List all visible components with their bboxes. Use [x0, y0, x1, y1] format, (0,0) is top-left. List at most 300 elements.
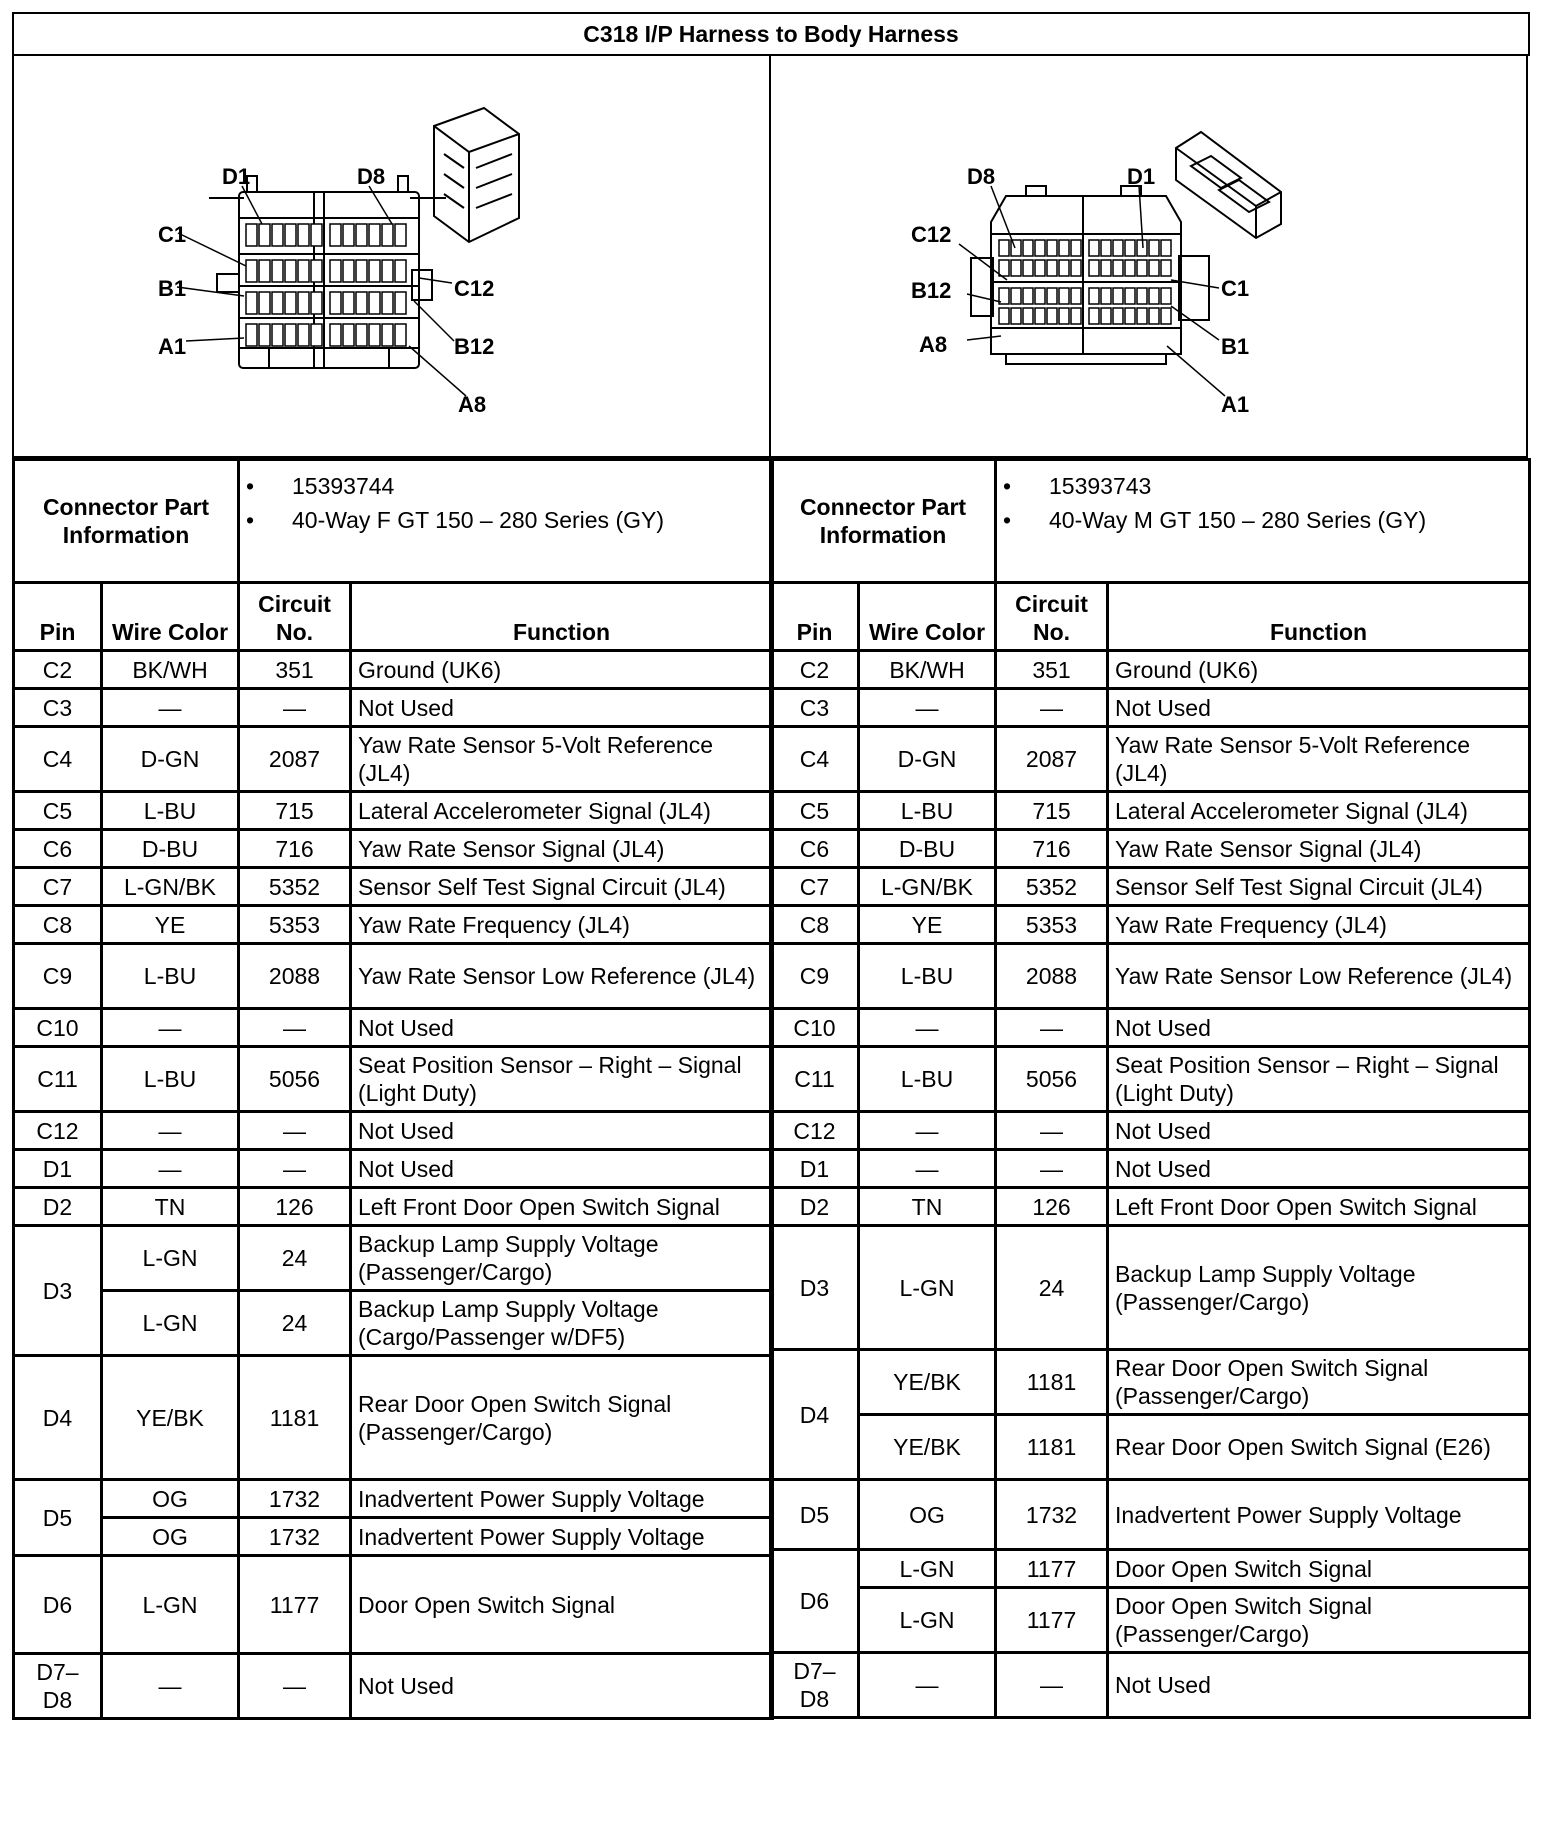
table-row — [14, 1150, 773, 1188]
circuit-cell: 5352 — [239, 868, 351, 906]
pin-cavity — [395, 324, 406, 346]
connector-perspective-view — [434, 108, 519, 242]
page-title: C318 I/P Harness to Body Harness — [12, 12, 1530, 56]
pin-cavity — [1113, 308, 1123, 324]
pin-cavity — [1149, 260, 1159, 276]
header-pin: Pin — [14, 583, 102, 651]
function-cell: Yaw Rate Sensor Low Reference (JL4) — [1108, 944, 1530, 1009]
pin-cavity — [1011, 260, 1021, 276]
pin-cavity — [1149, 288, 1159, 304]
pin-cavity — [1113, 240, 1123, 256]
pin-cavity — [272, 260, 283, 282]
pin-cavity — [343, 292, 354, 314]
pin-cavity — [259, 260, 270, 282]
callout-b1: B1 — [158, 276, 187, 301]
circuit-cell: 5353 — [239, 906, 351, 944]
pin-cell: D3 — [14, 1226, 102, 1356]
pin-cavity — [1161, 260, 1171, 276]
pin-cavity — [1101, 308, 1111, 324]
pin-cavity — [1089, 240, 1099, 256]
pin-cavity — [330, 260, 341, 282]
callout-d8: D8 — [357, 164, 386, 189]
circuit-cell: 351 — [239, 651, 351, 689]
pin-cavity — [1089, 288, 1099, 304]
pin-cavity — [1047, 288, 1057, 304]
circuit-cell: 1181 — [996, 1415, 1108, 1480]
table-row — [771, 906, 1530, 944]
function-cell: Yaw Rate Sensor 5-Volt Reference (JL4) — [1108, 727, 1530, 792]
table-row — [771, 792, 1530, 830]
function-cell: Backup Lamp Supply Voltage (Cargo/Passenger w/DF5) — [351, 1291, 773, 1356]
circuit-cell: — — [996, 1112, 1108, 1150]
pin-cavity — [246, 324, 257, 346]
function-cell: Rear Door Open Switch Signal (Passenger/Cargo) — [351, 1356, 773, 1480]
wire-color-cell: L-GN — [102, 1291, 239, 1356]
callout-a8: A8 — [458, 392, 487, 417]
circuit-cell: 1177 — [996, 1588, 1108, 1653]
pin-cavity — [369, 324, 380, 346]
callout-d8: D8 — [967, 164, 996, 189]
table-row — [771, 727, 1530, 792]
wire-color-cell: D-GN — [102, 727, 239, 792]
connector-perspective-view — [1176, 132, 1281, 238]
circuit-cell: — — [239, 689, 351, 727]
pin-cell: C2 — [14, 651, 102, 689]
wire-color-cell: L-BU — [859, 1047, 996, 1112]
circuit-cell: 5352 — [996, 868, 1108, 906]
pin-cavity — [311, 224, 322, 246]
pin-cell: C11 — [771, 1047, 859, 1112]
pin-cell: C12 — [771, 1112, 859, 1150]
function-cell: Not Used — [1108, 1112, 1530, 1150]
function-cell: Rear Door Open Switch Signal (E26) — [1108, 1415, 1530, 1480]
pin-cell: C10 — [771, 1009, 859, 1047]
part-number: • 15393743 — [1049, 469, 1528, 503]
pin-cavity — [1059, 240, 1069, 256]
pin-cavity — [1137, 288, 1147, 304]
pin-cavity — [1137, 260, 1147, 276]
circuit-cell: 24 — [996, 1226, 1108, 1350]
part-number: • 15393744 — [292, 469, 771, 503]
pin-cavity — [272, 224, 283, 246]
table-row — [771, 1188, 1530, 1226]
pin-cell: C5 — [14, 792, 102, 830]
wire-color-cell: BK/WH — [102, 651, 239, 689]
circuit-cell: 24 — [239, 1226, 351, 1291]
callout-c12: C12 — [454, 276, 495, 301]
table-row — [771, 689, 1530, 727]
pin-cavity — [1023, 288, 1033, 304]
wire-color-cell: — — [859, 689, 996, 727]
function-cell: Rear Door Open Switch Signal (Passenger/Cargo) — [1108, 1350, 1530, 1415]
pin-cavity — [356, 224, 367, 246]
header-function: Function — [351, 583, 773, 651]
pin-cell: C6 — [771, 830, 859, 868]
header-circuit: Circuit No. — [239, 583, 351, 651]
pin-cavity — [1161, 288, 1171, 304]
wire-color-cell: — — [859, 1112, 996, 1150]
callout-d1: D1 — [1127, 164, 1156, 189]
wire-color-cell: L-BU — [859, 792, 996, 830]
pin-cavity — [1149, 308, 1159, 324]
callout-c1: C1 — [158, 222, 187, 247]
pin-cavity — [1113, 260, 1123, 276]
circuit-cell: — — [996, 1653, 1108, 1718]
pin-cell-part: D8 — [799, 1686, 830, 1712]
table-row — [14, 689, 773, 727]
function-cell: Door Open Switch Signal (Passenger/Cargo) — [1108, 1588, 1530, 1653]
pin-cavity — [1161, 308, 1171, 324]
pin-cavity — [343, 224, 354, 246]
pin-cavity — [1059, 260, 1069, 276]
function-cell: Yaw Rate Frequency (JL4) — [351, 906, 773, 944]
wire-color-cell: D-BU — [859, 830, 996, 868]
female-connector-drawing — [14, 56, 773, 458]
wire-color-cell: — — [102, 1112, 239, 1150]
pin-cavity — [1125, 308, 1135, 324]
table-row — [771, 1112, 1530, 1150]
table-row — [771, 651, 1530, 689]
pin-cell: C8 — [771, 906, 859, 944]
circuit-cell: — — [996, 689, 1108, 727]
wire-color-cell: OG — [102, 1480, 239, 1518]
pin-rows-tail — [14, 1226, 773, 1719]
info-list — [996, 460, 1530, 583]
pin-cavity — [1035, 308, 1045, 324]
pin-cavity — [382, 292, 393, 314]
pin-cavity — [395, 260, 406, 282]
pin-rows-tail — [771, 1226, 1530, 1718]
pin-cavity — [1125, 260, 1135, 276]
wire-color-cell: — — [102, 1150, 239, 1188]
function-cell: Yaw Rate Sensor Signal (JL4) — [1108, 830, 1530, 868]
pin-cavity — [382, 224, 393, 246]
pin-cavity — [259, 324, 270, 346]
function-cell: Not Used — [351, 1112, 773, 1150]
function-cell: Ground (UK6) — [351, 651, 773, 689]
pin-cell: C10 — [14, 1009, 102, 1047]
function-cell: Not Used — [351, 1654, 773, 1719]
pin-cavity — [1101, 260, 1111, 276]
pin-cell: C5 — [771, 792, 859, 830]
pin-cavity — [382, 260, 393, 282]
pin-cavity — [1089, 308, 1099, 324]
table-row — [14, 906, 773, 944]
wire-color-cell: TN — [859, 1188, 996, 1226]
info-list — [239, 460, 773, 583]
function-cell: Yaw Rate Sensor Low Reference (JL4) — [351, 944, 773, 1009]
connector-sheet — [12, 12, 1530, 1810]
pin-cavity — [1137, 308, 1147, 324]
pin-cavity — [1113, 288, 1123, 304]
wire-color-cell: L-GN — [102, 1226, 239, 1291]
wire-color-cell: YE/BK — [859, 1415, 996, 1480]
wire-color-cell: — — [102, 1009, 239, 1047]
pin-cell: D6 — [14, 1556, 102, 1654]
circuit-cell: 715 — [239, 792, 351, 830]
pin-cavity — [1161, 240, 1171, 256]
function-cell: Inadvertent Power Supply Voltage — [351, 1518, 773, 1556]
pin-cavity — [1101, 240, 1111, 256]
pin-cavity — [369, 292, 380, 314]
circuit-cell: 2087 — [996, 727, 1108, 792]
pin-cell: D5 — [771, 1480, 859, 1550]
latch-tab — [398, 176, 408, 192]
function-cell: Door Open Switch Signal — [1108, 1550, 1530, 1588]
pin-cavity — [246, 260, 257, 282]
pin-cell: D1 — [14, 1150, 102, 1188]
wire-color-cell: — — [859, 1653, 996, 1718]
pin-cell: D6 — [771, 1550, 859, 1653]
circuit-cell: — — [996, 1150, 1108, 1188]
circuit-cell: 5056 — [996, 1047, 1108, 1112]
function-cell: Ground (UK6) — [1108, 651, 1530, 689]
table-row — [771, 1150, 1530, 1188]
pin-cavity — [272, 292, 283, 314]
pin-cavity — [285, 260, 296, 282]
function-cell: Inadvertent Power Supply Voltage — [351, 1480, 773, 1518]
pin-cell: D4 — [14, 1356, 102, 1480]
pin-cell: C8 — [14, 906, 102, 944]
pinout-table-male — [769, 458, 1531, 1719]
table-row — [771, 1047, 1530, 1112]
pin-rows — [771, 651, 1530, 1226]
pin-cavity — [311, 292, 322, 314]
table-row — [14, 651, 773, 689]
pin-cavity — [1023, 240, 1033, 256]
circuit-cell: 1177 — [996, 1550, 1108, 1588]
wire-color-cell: OG — [859, 1480, 996, 1550]
info-label: Connector Part Information — [771, 460, 996, 583]
function-cell: Inadvertent Power Supply Voltage — [1108, 1480, 1530, 1550]
function-cell: Not Used — [351, 1009, 773, 1047]
table-row — [771, 1009, 1530, 1047]
header-circuit: Circuit No. — [996, 583, 1108, 651]
circuit-cell: 126 — [996, 1188, 1108, 1226]
function-cell: Not Used — [351, 689, 773, 727]
pin-cavity — [298, 260, 309, 282]
info-label: Connector Part Information — [14, 460, 239, 583]
pin-rows — [14, 651, 773, 1226]
function-cell: Sensor Self Test Signal Circuit (JL4) — [1108, 868, 1530, 906]
circuit-cell: 1732 — [239, 1518, 351, 1556]
function-cell: Left Front Door Open Switch Signal — [351, 1188, 773, 1226]
wire-color-cell: — — [102, 1654, 239, 1719]
pin-cavity — [356, 292, 367, 314]
wire-color-cell: — — [859, 1009, 996, 1047]
function-cell: Seat Position Sensor – Right – Signal (Light Duty) — [351, 1047, 773, 1112]
pin-cavity — [285, 224, 296, 246]
table-row — [14, 944, 773, 1009]
pin-cavity — [311, 324, 322, 346]
pin-cavity — [1035, 260, 1045, 276]
wire-color-cell: YE — [859, 906, 996, 944]
function-cell: Lateral Accelerometer Signal (JL4) — [1108, 792, 1530, 830]
pin-cavity — [1023, 308, 1033, 324]
function-cell: Not Used — [1108, 1150, 1530, 1188]
pin-cavity — [369, 224, 380, 246]
table-row — [771, 944, 1530, 1009]
connector-diagram-male — [769, 56, 1528, 458]
table-row — [771, 830, 1530, 868]
function-cell: Not Used — [1108, 1653, 1530, 1718]
pin-cavity — [1059, 288, 1069, 304]
pin-cell: C2 — [771, 651, 859, 689]
wire-color-cell: L-BU — [859, 944, 996, 1009]
table-row — [14, 1009, 773, 1047]
function-cell: Yaw Rate Sensor Signal (JL4) — [351, 830, 773, 868]
pin-cell-part: D8 — [42, 1687, 73, 1713]
circuit-cell: 24 — [239, 1291, 351, 1356]
pin-cell: D4 — [771, 1350, 859, 1480]
pin-cavity — [1071, 288, 1081, 304]
wire-color-cell: L-BU — [102, 792, 239, 830]
wire-color-cell: L-BU — [102, 1047, 239, 1112]
pin-cavity — [1071, 260, 1081, 276]
pin-cavity — [1059, 308, 1069, 324]
function-cell: Not Used — [351, 1150, 773, 1188]
pin-cavity — [999, 240, 1009, 256]
circuit-cell: 716 — [996, 830, 1108, 868]
pin-cavity — [285, 292, 296, 314]
pin-cavity — [1071, 240, 1081, 256]
pin-cavity — [330, 292, 341, 314]
pin-cell: C11 — [14, 1047, 102, 1112]
circuit-cell: 1732 — [239, 1480, 351, 1518]
wire-color-cell: D-BU — [102, 830, 239, 868]
pin-cavity — [1011, 308, 1021, 324]
circuit-cell: 1181 — [996, 1350, 1108, 1415]
wire-color-cell: L-BU — [102, 944, 239, 1009]
pin-cavity — [1071, 308, 1081, 324]
pin-cavity — [272, 324, 283, 346]
table-row — [771, 868, 1530, 906]
pin-cavity — [395, 224, 406, 246]
circuit-cell: 351 — [996, 651, 1108, 689]
wire-color-cell: YE — [102, 906, 239, 944]
function-cell: Backup Lamp Supply Voltage (Passenger/Cargo) — [351, 1226, 773, 1291]
function-cell: Not Used — [1108, 689, 1530, 727]
pin-cell: C7 — [771, 868, 859, 906]
callout-a1: A1 — [158, 334, 187, 359]
circuit-cell: — — [239, 1150, 351, 1188]
circuit-cell: — — [239, 1112, 351, 1150]
table-row — [14, 868, 773, 906]
wire-color-cell: L-GN — [102, 1556, 239, 1654]
wire-color-cell: YE/BK — [859, 1350, 996, 1415]
circuit-cell: 2087 — [239, 727, 351, 792]
wire-color-cell: YE/BK — [102, 1356, 239, 1480]
circuit-cell: 5056 — [239, 1047, 351, 1112]
callout-d1: D1 — [222, 164, 251, 189]
pin-cavity — [1023, 260, 1033, 276]
wire-color-cell: L-GN — [859, 1226, 996, 1350]
circuit-cell: 715 — [996, 792, 1108, 830]
pin-cell: C6 — [14, 830, 102, 868]
male-connector-drawing — [771, 56, 1530, 458]
pin-cavity — [1101, 288, 1111, 304]
pin-cavity — [246, 224, 257, 246]
pin-cell — [14, 1654, 102, 1719]
pin-cavity — [395, 292, 406, 314]
function-cell: Left Front Door Open Switch Signal — [1108, 1188, 1530, 1226]
wire-color-cell: L-GN — [859, 1550, 996, 1588]
callout-b12: B12 — [911, 278, 952, 303]
pin-cavity — [298, 292, 309, 314]
part-series: • 40-Way M GT 150 – 280 Series (GY) — [1049, 503, 1528, 537]
circuit-cell: 1181 — [239, 1356, 351, 1480]
pin-cell: D3 — [771, 1226, 859, 1350]
pin-cavity — [343, 324, 354, 346]
pin-cell: C7 — [14, 868, 102, 906]
table-row — [14, 1112, 773, 1150]
part-series: • 40-Way F GT 150 – 280 Series (GY) — [292, 503, 771, 537]
pin-cavity — [1125, 240, 1135, 256]
pin-cavity — [1035, 240, 1045, 256]
function-cell: Door Open Switch Signal — [351, 1556, 773, 1654]
callout-c12: C12 — [911, 222, 952, 247]
pin-cavity — [999, 308, 1009, 324]
callout-a8: A8 — [919, 332, 948, 357]
wire-color-cell: TN — [102, 1188, 239, 1226]
pin-cavity — [356, 324, 367, 346]
wire-color-cell: OG — [102, 1518, 239, 1556]
pin-cell: C3 — [771, 689, 859, 727]
callout-c1: C1 — [1221, 276, 1250, 301]
pin-cavity — [999, 260, 1009, 276]
pin-cell: D1 — [771, 1150, 859, 1188]
pin-cavity — [330, 324, 341, 346]
wire-color-cell: — — [859, 1150, 996, 1188]
pin-cavity — [330, 224, 341, 246]
pin-cavity — [382, 324, 393, 346]
table-row — [14, 830, 773, 868]
pin-cell: C4 — [771, 727, 859, 792]
pin-cavity — [1047, 260, 1057, 276]
pin-cell-part: D7– — [793, 1658, 836, 1684]
table-row — [14, 727, 773, 792]
pin-cavity — [1047, 240, 1057, 256]
pin-cavity — [1149, 240, 1159, 256]
pin-cell-part: D7– — [36, 1659, 79, 1685]
table-row — [14, 1047, 773, 1112]
function-cell: Lateral Accelerometer Signal (JL4) — [351, 792, 773, 830]
pin-cavity — [1035, 288, 1045, 304]
table-row — [14, 1188, 773, 1226]
function-cell: Sensor Self Test Signal Circuit (JL4) — [351, 868, 773, 906]
pin-cavity — [1047, 308, 1057, 324]
pin-cell: C4 — [14, 727, 102, 792]
pin-cell: C3 — [14, 689, 102, 727]
pin-cavity — [298, 224, 309, 246]
pin-cavity — [369, 260, 380, 282]
circuit-cell: — — [239, 1009, 351, 1047]
pin-cell: C9 — [14, 944, 102, 1009]
header-wire-color: Wire Color — [859, 583, 996, 651]
table-row — [14, 792, 773, 830]
pin-cavity — [259, 224, 270, 246]
pin-cavity — [1011, 288, 1021, 304]
header-wire-color: Wire Color — [102, 583, 239, 651]
circuit-cell: — — [239, 1654, 351, 1719]
callout-b1: B1 — [1221, 334, 1250, 359]
pin-cavity — [298, 324, 309, 346]
wire-color-cell: L-GN — [859, 1588, 996, 1653]
circuit-cell: 126 — [239, 1188, 351, 1226]
circuit-cell: — — [996, 1009, 1108, 1047]
pin-cell: C12 — [14, 1112, 102, 1150]
pin-cavity — [246, 292, 257, 314]
